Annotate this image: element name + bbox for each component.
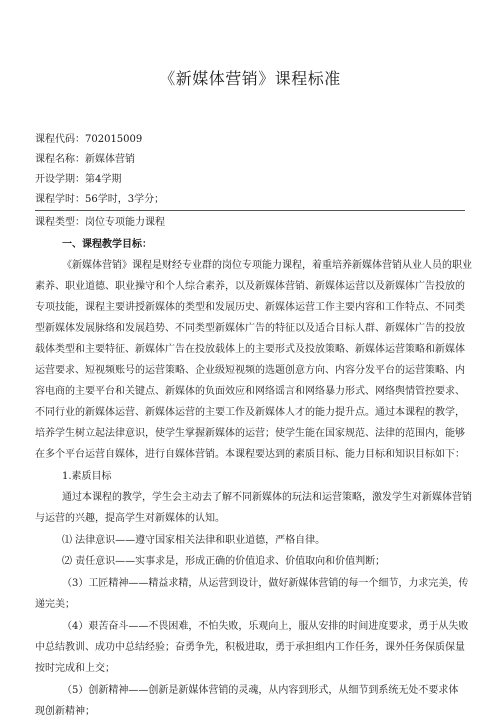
paragraph-line: 在多个平台运营自媒体，进行自媒体营销。本课程要达到的素质目标、能力目标和知识目标如下： [35,449,465,460]
course-category: 课程类型：岗位专项能力课程 [35,217,165,228]
course-code: 课程代码：702015009 [35,134,143,145]
paragraph-line: 载体类型和主要特征、新媒体广告在投放载体上的主要形式及投放策略、新媒体运营策略和新媒体 [35,344,465,355]
header-divider [35,210,465,211]
paragraph-line: 运营要求、短视频账号的运营策略、企业级短视频的选题创意方向、内容分发平台的运营策略、内 [35,365,465,376]
course-name: 课程名称：新媒体营销 [35,154,135,165]
course-hours: 课程学时：56学时，3学分； [35,194,165,205]
paragraph-line: 型新媒体发展脉络和发展趋势、不同类型新媒体广告的特征以及适合目标人群、新媒体广告的投放 [35,323,465,334]
list-item-continuation: 中总结教训、成功中总结经验；奋勇争先，积极进取，勇于承担组内工作任务，课外任务保质保量 [35,642,465,653]
document-title: 《新媒体营销》课程标准 [159,69,341,88]
paragraph-line: 与运营的兴趣，提高学生对新媒体的认知。 [35,513,225,524]
paragraph-line: 不同行业的新媒体运营、新媒体运营的主要工作及新媒体人才的能力提升点。通过本课程的教学， [35,407,465,418]
list-item: （4）艰苦奋斗——不畏困难，不怕失败，乐观向上，服从安排的时间进度要求，勇于从失败 [62,621,469,632]
paragraph-line: 素养、职业道德、职业操守和个人综合素养，以及新媒体营销、新媒体运营以及新媒体广告投放的 [35,281,465,292]
paragraph-line: 专项技能，课程主要讲授新媒体的类型和发展历史、新媒体运营工作主要内容和工作特点、不同类 [35,302,465,313]
paragraph-line: 容电商的主要平台和关键点、新媒体的负面效应和网络谣言和网络暴力形式、网络舆情管控要求、 [35,386,465,397]
section-heading-objectives: 一、课程教学目标： [62,239,152,250]
paragraph-line: 培养学生树立起法律意识，使学生掌握新媒体的运营；使学生能在国家规范、法律的范围内，能够 [35,428,465,439]
list-item: ⑵ 责任意识——实事求是，形成正确的价值追求、价值取向和价值判断； [62,556,386,567]
list-item-continuation: 现创新精神； [35,706,95,717]
subsection-heading-quality: 1.素质目标 [62,471,112,482]
paragraph-line: 通过本课程的教学，学生会主动去了解不同新媒体的玩法和运营策略，激发学生对新媒体营销 [62,492,472,503]
list-item: （5）创新精神——创新是新媒体营销的灵魂，从内容到形式，从细节到系统无处不要求体 [62,685,459,696]
list-item-continuation: 递完美； [35,599,75,610]
list-item: ⑴ 法律意识——遵守国家相关法律和职业道德，严格自律。 [62,535,326,546]
paragraph-line: 《新媒体营销》课程是财经专业群的岗位专项能力课程，着重培养新媒体营销从业人员的职业 [62,260,472,271]
course-semester: 开设学期：第4学期 [35,174,122,185]
list-item: （3）工匠精神——精益求精，从运营到设计，做好新媒体营销的每一个细节，力求完美，传 [62,578,469,589]
list-item-continuation: 按时完成和上交； [35,663,115,674]
